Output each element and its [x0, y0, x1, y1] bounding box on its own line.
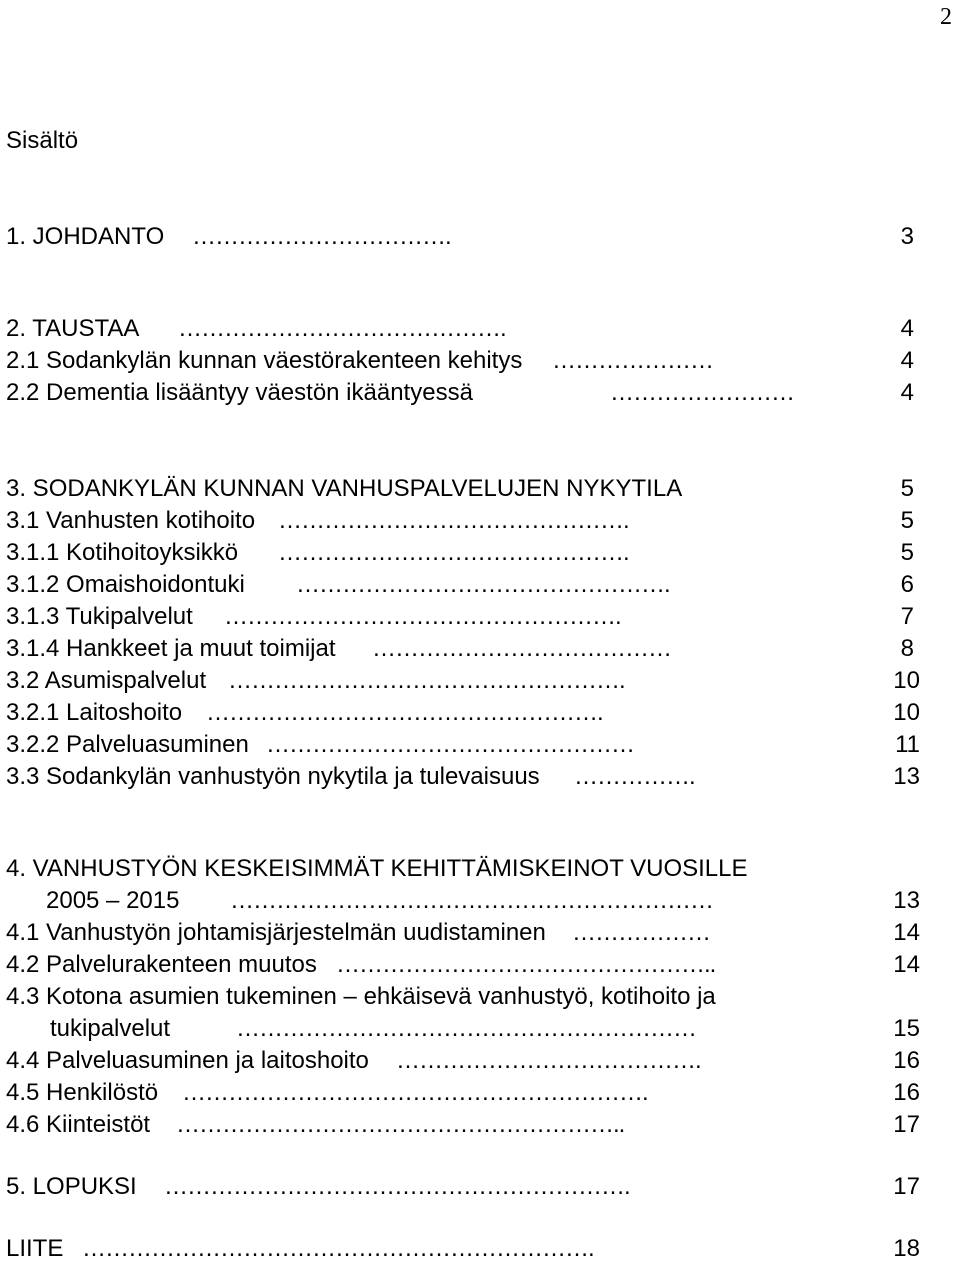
toc-entry-leader: ………………………………………………………….: [82, 1235, 594, 1262]
toc-entry: [0, 950, 960, 980]
toc-entry-title: 2. TAUSTAA: [6, 315, 140, 342]
toc-entry-title: 3.1 Vanhusten kotihoito: [6, 507, 256, 534]
toc-entry-leader: ………………………………………….: [296, 571, 670, 598]
toc-entry-page: 11: [895, 731, 920, 758]
toc-entry-title: 2.1 Sodankylän kunnan väestörakenteen kehitys: [6, 347, 523, 374]
toc-entry-title: 4.2 Palvelurakenteen muutos: [6, 951, 317, 978]
toc-entry-leader: …………………………………………………..: [176, 1111, 625, 1138]
toc-entry-page: 4: [900, 379, 914, 406]
toc-entry-leader: …………………………………………….: [224, 603, 621, 630]
page-title: Sisältö: [6, 127, 79, 154]
toc-entry-title: 3.1.2 Omaishoidontuki: [6, 571, 245, 598]
toc-entry: [0, 1172, 960, 1202]
toc-entry-leader: …………………: [552, 347, 713, 374]
toc-entry: [0, 886, 960, 916]
toc-entry: [0, 666, 960, 696]
toc-entry: [0, 346, 960, 376]
toc-entry: [0, 538, 960, 568]
page-number: 2: [940, 4, 952, 30]
toc-entry: [0, 378, 960, 408]
toc-entry: [0, 570, 960, 600]
toc-entry-page: 10: [893, 699, 920, 726]
toc-entry-leader: …………………………………………..: [336, 951, 716, 978]
toc-entry: [0, 982, 960, 1012]
toc-entry-title: tukipalvelut: [50, 1015, 171, 1042]
toc-entry-page: 16: [893, 1079, 920, 1106]
toc-entry-title: 3. SODANKYLÄN KUNNAN VANHUSPALVELUJEN NYKYTILA: [6, 475, 683, 502]
toc-entry-page: 17: [893, 1173, 920, 1200]
toc-entry-leader: …………………………………….: [178, 315, 506, 342]
toc-entry-leader: ………………………………………………………: [230, 887, 713, 914]
toc-entry: [0, 314, 960, 344]
toc-entry: [0, 474, 960, 504]
toc-entry-title: 4.5 Henkilöstö: [6, 1079, 159, 1106]
toc-entry-title: 2005 – 2015: [46, 887, 180, 914]
toc-entry-page: 3: [900, 223, 914, 250]
toc-entry-page: 7: [900, 603, 914, 630]
toc-entry-leader: …………………………………: [372, 635, 671, 662]
toc-entry-page: 14: [893, 919, 920, 946]
toc-entry-title: 4.1 Vanhustyön johtamisjärjestelmän uudistaminen: [6, 919, 546, 946]
toc-entry-page: 17: [893, 1111, 920, 1138]
toc-entry-leader: ……………………………………….: [278, 507, 629, 534]
toc-entry-page: 5: [900, 475, 914, 502]
toc-entry-leader: ………………………………….: [396, 1047, 701, 1074]
toc-entry: [0, 1078, 960, 1108]
toc-entry: [0, 602, 960, 632]
toc-entry-page: 5: [900, 539, 914, 566]
toc-entry-leader: ……………………: [610, 379, 794, 406]
toc-entry: [0, 1110, 960, 1140]
toc-entry-page: 10: [893, 667, 920, 694]
toc-entry-leader: …………………………………………….: [228, 667, 625, 694]
toc-entry: [0, 506, 960, 536]
toc-entry-page: 13: [893, 887, 920, 914]
toc-entry-leader: …………………………………………….: [206, 699, 603, 726]
toc-entry-title: 5. LOPUKSI: [6, 1173, 137, 1200]
toc-entry-title: 4.4 Palveluasuminen ja laitoshoito: [6, 1047, 369, 1074]
toc-entry: [0, 222, 960, 252]
toc-entry: [0, 1014, 960, 1044]
toc-entry-title: 3.1.1 Kotihoitoyksikkö: [6, 539, 239, 566]
toc-entry-page: 18: [893, 1235, 920, 1262]
toc-entry-page: 14: [893, 951, 920, 978]
toc-entry: [0, 1046, 960, 1076]
toc-entry-leader: …………………………………………………….: [164, 1173, 630, 1200]
toc-entry-title: LIITE: [6, 1235, 64, 1262]
toc-entry: [0, 698, 960, 728]
toc-entry-title: 4. VANHUSTYÖN KESKEISIMMÄT KEHITTÄMISKEINOT VUOSILLE: [6, 855, 748, 882]
toc-entry-title: 3.2.2 Palveluasuminen: [6, 731, 249, 758]
toc-entry-page: 4: [900, 347, 914, 374]
toc-entry: [0, 762, 960, 792]
toc-entry-leader: ………………: [572, 919, 710, 946]
toc-entry-leader: …………….: [574, 763, 695, 790]
toc-entry: [0, 730, 960, 760]
toc-entry-leader: ……………………………………………………: [236, 1015, 696, 1042]
toc-entry-leader: …………………………………………: [266, 731, 634, 758]
toc-entry-title: 3.3 Sodankylän vanhustyön nykytila ja tulevaisuus: [6, 763, 540, 790]
toc-entry-title: 4.3 Kotona asumien tukeminen – ehkäisevä vanhustyö, kotihoito ja: [6, 983, 716, 1010]
toc-entry-leader: ……………………………………….: [278, 539, 629, 566]
toc-entry: [0, 918, 960, 948]
toc-entry-leader: …………………………….: [192, 223, 451, 250]
toc-entry-page: 6: [900, 571, 914, 598]
toc-entry-leader: …………………………………………………….: [182, 1079, 648, 1106]
toc-entry-title: 1. JOHDANTO: [6, 223, 165, 250]
toc-entry-title: 3.2.1 Laitoshoito: [6, 699, 183, 726]
toc-entry-title: 3.1.4 Hankkeet ja muut toimijat: [6, 635, 336, 662]
toc-entry-page: 13: [893, 763, 920, 790]
toc-entry-page: 4: [900, 315, 914, 342]
toc-entry-page: 15: [893, 1015, 920, 1042]
toc-entry: [0, 634, 960, 664]
toc-entry-page: 8: [900, 635, 914, 662]
toc-entry-title: 4.6 Kiinteistöt: [6, 1111, 151, 1138]
toc-entry-title: 3.2 Asumispalvelut: [6, 667, 207, 694]
toc-entry-title: 3.1.3 Tukipalvelut: [6, 603, 193, 630]
toc-entry-page: 5: [900, 507, 914, 534]
toc-entry-title: 2.2 Dementia lisääntyy väestön ikääntyessä: [6, 379, 473, 406]
toc-entry: [0, 854, 960, 884]
toc-entry: [0, 1234, 960, 1264]
toc-entry-page: 16: [893, 1047, 920, 1074]
